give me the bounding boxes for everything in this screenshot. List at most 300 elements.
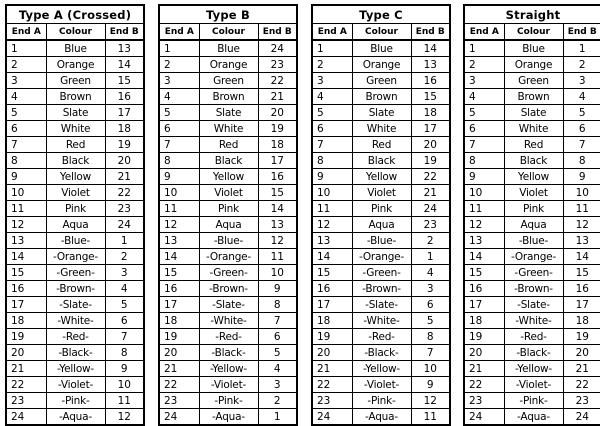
colour-cell: Blue	[199, 40, 258, 57]
end-b-cell: 22	[105, 185, 144, 201]
colour-cell: White	[352, 121, 411, 137]
end-a-cell: 8	[6, 153, 46, 169]
end-b-cell: 20	[411, 137, 450, 153]
end-b-cell: 13	[411, 57, 450, 73]
table-row	[312, 40, 450, 57]
colour-cell: -Black-	[504, 345, 563, 361]
colour-cell: -Green-	[352, 265, 411, 281]
end-a-cell: 4	[312, 89, 352, 105]
end-b-cell: 2	[411, 233, 450, 249]
colour-cell: -Blue-	[46, 233, 105, 249]
colour-cell: Black	[504, 153, 563, 169]
end-b-cell: 8	[258, 297, 297, 313]
table-row	[159, 393, 297, 409]
table-row	[6, 233, 144, 249]
colour-cell: -White-	[199, 313, 258, 329]
colour-cell: White	[46, 121, 105, 137]
end-a-cell: 21	[464, 361, 504, 377]
end-a-header: End A	[159, 24, 199, 41]
end-a-cell: 19	[464, 329, 504, 345]
end-b-cell: 11	[105, 393, 144, 409]
table-row	[312, 281, 450, 297]
colour-cell: Black	[352, 153, 411, 169]
end-b-header: End B	[105, 24, 144, 41]
table-row	[464, 169, 600, 185]
table-row	[464, 393, 600, 409]
table-row	[312, 105, 450, 121]
colour-cell: -White-	[46, 313, 105, 329]
end-a-cell: 1	[464, 40, 504, 57]
end-a-cell: 17	[464, 297, 504, 313]
colour-header: Colour	[352, 24, 411, 41]
end-a-cell: 10	[6, 185, 46, 201]
end-b-cell: 12	[563, 217, 600, 233]
table-row	[159, 329, 297, 345]
end-b-cell: 10	[105, 377, 144, 393]
end-a-cell: 1	[6, 40, 46, 57]
end-b-cell: 19	[563, 329, 600, 345]
table-row	[159, 217, 297, 233]
colour-cell: -Red-	[199, 329, 258, 345]
end-b-cell: 16	[258, 169, 297, 185]
end-a-cell: 6	[6, 121, 46, 137]
table-row	[464, 121, 600, 137]
end-a-cell: 22	[312, 377, 352, 393]
end-b-cell: 1	[105, 233, 144, 249]
end-b-cell: 18	[411, 105, 450, 121]
end-a-cell: 18	[159, 313, 199, 329]
end-b-cell: 3	[411, 281, 450, 297]
end-b-cell: 18	[258, 137, 297, 153]
colour-cell: -Slate-	[46, 297, 105, 313]
colour-cell: -Red-	[504, 329, 563, 345]
colour-cell: -Pink-	[352, 393, 411, 409]
table-row	[6, 281, 144, 297]
end-b-cell: 15	[563, 265, 600, 281]
colour-cell: Green	[199, 73, 258, 89]
table-row	[464, 329, 600, 345]
table-row	[464, 265, 600, 281]
colour-cell: -Blue-	[504, 233, 563, 249]
table-row	[6, 201, 144, 217]
colour-cell: White	[504, 121, 563, 137]
colour-cell: Orange	[46, 57, 105, 73]
end-a-cell: 10	[464, 185, 504, 201]
end-a-cell: 23	[464, 393, 504, 409]
table-row	[312, 393, 450, 409]
end-a-cell: 8	[159, 153, 199, 169]
colour-cell: Black	[46, 153, 105, 169]
colour-cell: -Slate-	[352, 297, 411, 313]
end-a-cell: 24	[312, 409, 352, 426]
colour-cell: Violet	[199, 185, 258, 201]
end-a-cell: 17	[312, 297, 352, 313]
table-title: Type A (Crossed)	[6, 5, 144, 24]
colour-cell: -Violet-	[46, 377, 105, 393]
end-b-cell: 2	[563, 57, 600, 73]
table-row	[312, 329, 450, 345]
table-row	[464, 361, 600, 377]
end-b-cell: 7	[258, 313, 297, 329]
colour-cell: -Black-	[199, 345, 258, 361]
colour-cell: -Yellow-	[199, 361, 258, 377]
end-a-header: End A	[312, 24, 352, 41]
table-row	[6, 137, 144, 153]
end-a-cell: 22	[6, 377, 46, 393]
table-row	[312, 201, 450, 217]
table-row	[6, 89, 144, 105]
colour-cell: -Violet-	[504, 377, 563, 393]
colour-cell: Black	[199, 153, 258, 169]
end-a-cell: 12	[312, 217, 352, 233]
end-a-cell: 15	[464, 265, 504, 281]
end-b-cell: 11	[258, 249, 297, 265]
end-b-cell: 13	[105, 40, 144, 57]
colour-cell: Yellow	[46, 169, 105, 185]
end-b-cell: 12	[105, 409, 144, 426]
end-a-cell: 1	[312, 40, 352, 57]
table-row	[159, 409, 297, 426]
end-a-cell: 2	[6, 57, 46, 73]
end-b-cell: 15	[258, 185, 297, 201]
table-row	[159, 73, 297, 89]
table-row	[159, 89, 297, 105]
end-a-cell: 5	[6, 105, 46, 121]
table-row	[312, 313, 450, 329]
end-a-cell: 15	[159, 265, 199, 281]
end-b-cell: 17	[563, 297, 600, 313]
table-title: Straight	[464, 5, 600, 24]
end-a-cell: 14	[6, 249, 46, 265]
end-b-cell: 14	[563, 249, 600, 265]
end-b-cell: 5	[105, 297, 144, 313]
end-b-cell: 23	[411, 217, 450, 233]
end-b-cell: 10	[411, 361, 450, 377]
end-b-cell: 14	[411, 40, 450, 57]
end-b-cell: 21	[563, 361, 600, 377]
end-b-cell: 15	[105, 73, 144, 89]
colour-cell: Aqua	[199, 217, 258, 233]
end-b-cell: 22	[563, 377, 600, 393]
colour-cell: Yellow	[199, 169, 258, 185]
end-b-cell: 23	[563, 393, 600, 409]
end-a-cell: 15	[312, 265, 352, 281]
end-a-cell: 9	[6, 169, 46, 185]
end-a-cell: 5	[159, 105, 199, 121]
end-a-cell: 11	[312, 201, 352, 217]
colour-cell: Brown	[352, 89, 411, 105]
colour-cell: Pink	[46, 201, 105, 217]
colour-cell: Brown	[199, 89, 258, 105]
end-b-cell: 21	[258, 89, 297, 105]
end-a-cell: 17	[6, 297, 46, 313]
table-row	[159, 169, 297, 185]
end-b-cell: 9	[105, 361, 144, 377]
table-row	[159, 265, 297, 281]
colour-cell: -Yellow-	[46, 361, 105, 377]
end-a-cell: 19	[6, 329, 46, 345]
table-row	[6, 57, 144, 73]
colour-cell: Slate	[504, 105, 563, 121]
table-row	[6, 409, 144, 426]
end-b-cell: 10	[563, 185, 600, 201]
end-a-cell: 18	[6, 313, 46, 329]
colour-cell: -Brown-	[199, 281, 258, 297]
end-b-cell: 17	[105, 105, 144, 121]
end-a-cell: 13	[312, 233, 352, 249]
end-b-cell: 10	[258, 265, 297, 281]
end-b-cell: 12	[411, 393, 450, 409]
end-a-cell: 20	[464, 345, 504, 361]
table-row	[312, 377, 450, 393]
table-row	[464, 40, 600, 57]
end-a-cell: 7	[464, 137, 504, 153]
colour-cell: -Green-	[46, 265, 105, 281]
table-row	[6, 169, 144, 185]
end-a-cell: 24	[159, 409, 199, 426]
end-b-cell: 16	[411, 73, 450, 89]
end-b-cell: 21	[105, 169, 144, 185]
colour-cell: Yellow	[504, 169, 563, 185]
colour-cell: -Orange-	[352, 249, 411, 265]
end-a-cell: 6	[464, 121, 504, 137]
table-row	[312, 89, 450, 105]
end-a-cell: 4	[464, 89, 504, 105]
end-a-cell: 5	[464, 105, 504, 121]
table-row	[159, 40, 297, 57]
end-a-cell: 6	[312, 121, 352, 137]
end-a-cell: 13	[464, 233, 504, 249]
end-b-cell: 16	[105, 89, 144, 105]
table-row	[312, 345, 450, 361]
colour-cell: -Red-	[352, 329, 411, 345]
end-b-cell: 4	[411, 265, 450, 281]
end-b-cell: 24	[105, 217, 144, 233]
end-a-cell: 3	[6, 73, 46, 89]
end-a-cell: 3	[159, 73, 199, 89]
end-a-cell: 23	[6, 393, 46, 409]
end-b-cell: 20	[563, 345, 600, 361]
table-row	[312, 185, 450, 201]
colour-cell: Orange	[352, 57, 411, 73]
end-a-cell: 8	[312, 153, 352, 169]
end-b-cell: 19	[105, 137, 144, 153]
end-b-cell: 5	[258, 345, 297, 361]
end-b-cell: 3	[105, 265, 144, 281]
end-a-cell: 2	[464, 57, 504, 73]
end-b-cell: 1	[563, 40, 600, 57]
end-b-cell: 13	[563, 233, 600, 249]
table-row	[159, 233, 297, 249]
end-b-cell: 3	[563, 73, 600, 89]
table-row	[464, 153, 600, 169]
table-row	[159, 185, 297, 201]
colour-cell: -White-	[504, 313, 563, 329]
table-row	[6, 121, 144, 137]
table-row	[464, 409, 600, 426]
colour-header: Colour	[504, 24, 563, 41]
table-row	[6, 393, 144, 409]
colour-cell: -Brown-	[504, 281, 563, 297]
colour-cell: Green	[352, 73, 411, 89]
end-b-cell: 8	[105, 345, 144, 361]
end-b-cell: 9	[411, 377, 450, 393]
colour-cell: -Brown-	[46, 281, 105, 297]
colour-cell: Red	[46, 137, 105, 153]
end-a-cell: 19	[312, 329, 352, 345]
end-a-cell: 12	[6, 217, 46, 233]
table-row	[312, 409, 450, 426]
end-a-header: End A	[464, 24, 504, 41]
end-a-cell: 12	[159, 217, 199, 233]
end-b-cell: 7	[105, 329, 144, 345]
table-row	[464, 201, 600, 217]
table-title: Type C	[312, 5, 450, 24]
end-a-cell: 14	[464, 249, 504, 265]
colour-cell: White	[199, 121, 258, 137]
colour-cell: -Black-	[46, 345, 105, 361]
end-b-header: End B	[563, 24, 600, 41]
colour-cell: -Orange-	[504, 249, 563, 265]
table-row	[159, 121, 297, 137]
end-a-cell: 13	[159, 233, 199, 249]
end-b-cell: 2	[258, 393, 297, 409]
colour-cell: -Slate-	[504, 297, 563, 313]
table-row	[312, 249, 450, 265]
end-b-cell: 18	[105, 121, 144, 137]
end-b-cell: 20	[258, 105, 297, 121]
table-row	[464, 105, 600, 121]
end-a-cell: 22	[464, 377, 504, 393]
table-row	[159, 137, 297, 153]
table-row	[159, 249, 297, 265]
end-a-cell: 24	[464, 409, 504, 426]
colour-cell: -Green-	[199, 265, 258, 281]
colour-cell: Orange	[504, 57, 563, 73]
end-a-cell: 23	[159, 393, 199, 409]
table-row	[6, 153, 144, 169]
table-row	[464, 377, 600, 393]
colour-cell: -Blue-	[352, 233, 411, 249]
table-row	[464, 89, 600, 105]
end-a-cell: 16	[159, 281, 199, 297]
end-b-cell: 17	[258, 153, 297, 169]
end-b-cell: 24	[411, 201, 450, 217]
table-row	[6, 345, 144, 361]
end-b-cell: 4	[258, 361, 297, 377]
end-a-cell: 5	[312, 105, 352, 121]
end-a-cell: 6	[159, 121, 199, 137]
end-a-cell: 19	[159, 329, 199, 345]
colour-cell: -Pink-	[504, 393, 563, 409]
end-b-cell: 13	[258, 217, 297, 233]
colour-cell: Green	[504, 73, 563, 89]
end-a-cell: 20	[6, 345, 46, 361]
colour-cell: Blue	[46, 40, 105, 57]
colour-cell: Brown	[46, 89, 105, 105]
end-a-cell: 16	[464, 281, 504, 297]
table-row	[6, 265, 144, 281]
end-a-cell: 4	[6, 89, 46, 105]
colour-cell: -Green-	[504, 265, 563, 281]
end-b-cell: 17	[411, 121, 450, 137]
end-b-cell: 18	[563, 313, 600, 329]
end-b-cell: 19	[258, 121, 297, 137]
colour-cell: Orange	[199, 57, 258, 73]
end-b-cell: 9	[258, 281, 297, 297]
colour-cell: -Aqua-	[352, 409, 411, 426]
end-b-cell: 5	[563, 105, 600, 121]
end-a-cell: 2	[312, 57, 352, 73]
colour-cell: Pink	[199, 201, 258, 217]
end-a-cell: 24	[6, 409, 46, 426]
end-a-cell: 18	[464, 313, 504, 329]
table-row	[312, 153, 450, 169]
end-a-cell: 9	[464, 169, 504, 185]
table-row	[6, 73, 144, 89]
end-a-cell: 2	[159, 57, 199, 73]
colour-cell: -Aqua-	[199, 409, 258, 426]
table-row	[464, 57, 600, 73]
end-a-cell: 22	[159, 377, 199, 393]
colour-cell: -Blue-	[199, 233, 258, 249]
end-a-cell: 21	[159, 361, 199, 377]
colour-cell: -Yellow-	[504, 361, 563, 377]
table-row	[6, 297, 144, 313]
colour-cell: Aqua	[352, 217, 411, 233]
end-b-cell: 6	[411, 297, 450, 313]
table-row	[312, 233, 450, 249]
end-a-cell: 16	[6, 281, 46, 297]
end-a-cell: 3	[464, 73, 504, 89]
colour-cell: -Slate-	[199, 297, 258, 313]
table-row	[464, 281, 600, 297]
table-row	[464, 345, 600, 361]
type-a-crossed-table	[5, 4, 145, 426]
table-row	[159, 57, 297, 73]
colour-cell: Violet	[46, 185, 105, 201]
end-a-cell: 20	[312, 345, 352, 361]
table-row	[6, 185, 144, 201]
colour-cell: Red	[352, 137, 411, 153]
table-row	[312, 297, 450, 313]
table-row	[464, 185, 600, 201]
end-a-cell: 12	[464, 217, 504, 233]
end-a-cell: 3	[312, 73, 352, 89]
end-b-cell: 16	[563, 281, 600, 297]
end-a-cell: 7	[312, 137, 352, 153]
end-a-cell: 14	[159, 249, 199, 265]
end-b-cell: 11	[563, 201, 600, 217]
end-a-cell: 20	[159, 345, 199, 361]
colour-cell: Pink	[352, 201, 411, 217]
colour-cell: -Orange-	[199, 249, 258, 265]
colour-header: Colour	[46, 24, 105, 41]
colour-cell: Blue	[352, 40, 411, 57]
end-b-cell: 21	[411, 185, 450, 201]
table-row	[159, 297, 297, 313]
end-b-header: End B	[258, 24, 297, 41]
end-b-cell: 4	[105, 281, 144, 297]
colour-cell: -Yellow-	[352, 361, 411, 377]
table-row	[312, 217, 450, 233]
colour-cell: -Brown-	[352, 281, 411, 297]
table-row	[159, 153, 297, 169]
end-a-header: End A	[6, 24, 46, 41]
end-a-cell: 15	[6, 265, 46, 281]
colour-cell: Yellow	[352, 169, 411, 185]
colour-cell: Green	[46, 73, 105, 89]
